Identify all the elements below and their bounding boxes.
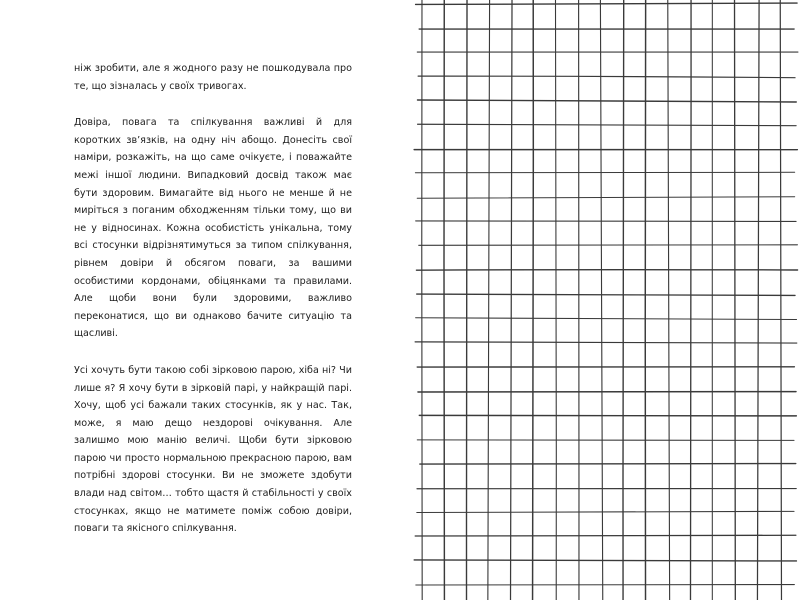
grid-vertical-line-6 xyxy=(555,0,556,600)
grid-horizontal-line-4 xyxy=(418,100,797,102)
grid-vertical-line-3 xyxy=(488,0,490,600)
right-page-grid xyxy=(410,0,800,600)
grid-horizontal-line-9 xyxy=(416,221,796,222)
hand-drawn-grid xyxy=(410,0,800,600)
grid-horizontal-line-19 xyxy=(420,464,796,465)
grid-horizontal-line-7 xyxy=(415,172,794,173)
grid-vertical-line-16 xyxy=(780,0,781,600)
grid-horizontal-line-5 xyxy=(418,124,797,125)
grid-vertical-line-12 xyxy=(690,0,691,600)
body-text xyxy=(74,60,352,557)
grid-horizontal-line-10 xyxy=(419,245,798,246)
grid-vertical-line-15 xyxy=(757,0,759,600)
grid-horizontal-line-23 xyxy=(414,560,796,561)
grid-vertical-line-8 xyxy=(600,0,602,600)
grid-horizontal-line-21 xyxy=(417,511,794,512)
grid-horizontal-line-3 xyxy=(418,76,795,78)
grid-vertical-line-5 xyxy=(533,0,534,600)
grid-horizontal-line-22 xyxy=(415,535,796,536)
grid-horizontal-line-0 xyxy=(416,3,797,4)
grid-horizontal-line-17 xyxy=(419,415,796,416)
grid-horizontal-line-13 xyxy=(416,318,797,320)
grid-vertical-line-14 xyxy=(735,0,736,600)
grid-horizontal-line-20 xyxy=(417,488,796,489)
paragraph-2: Довіра, повага та спілкування важливі й для коротких зв’язків, на одну ніч абощо. Донесіть свої наміри, розкажіть, на що саме очікуєте, і поважайте межі іншої людини. Випадковий досвід також має бути здоровим. Вимагайте від нього не менше й не миріться з поганим обходженням тільки тому, що ви не у відносинах. Кожна особистість унікальна, тому всі стосунки відрізнятимуться за типом спілкування, рівнем довіри й обсягом поваги, за вашими особистими кордонами, обіцянками та правилами. Але щоби вони були здоровими, важливо переконатися, що ви однаково бачите ситуацію та щасливі. xyxy=(74,117,352,340)
grid-vertical-line-4 xyxy=(511,0,513,600)
grid-vertical-line-9 xyxy=(623,0,624,600)
grid-horizontal-line-8 xyxy=(417,197,794,199)
grid-horizontal-line-12 xyxy=(417,294,795,295)
grid-horizontal-line-11 xyxy=(416,270,797,271)
grid-horizontal-line-24 xyxy=(416,585,795,586)
grid-vertical-line-11 xyxy=(668,0,670,600)
grid-horizontal-line-18 xyxy=(417,440,794,441)
paragraph-3: Усі хочуть бути такою собі зірковою парою, хіба ні? Чи лише я? Я хочу бути в зірковій парі, у найкращій парі. Хочу, щоб усі бажали таких стосунків, як у нас. Так, може, я маю дещо нездорові очікування. Але залишмо мою манію величі. Щоби бути зірковою парою чи просто нормальною прекрасною парою, вам потрібні здорові стосунки. Ви не зможете здобути влади над світом… тобто щастя й стабільності у своїх стосунках, якщо не матимете поміж собою довіри, поваги та якісного спілкування. xyxy=(74,364,352,535)
paragraph-1: ніж зробити, але я жодного разу не пошкодувала про те, що зізналась у своїх тривогах. xyxy=(74,63,352,92)
grid-horizontal-line-14 xyxy=(415,342,797,343)
grid-vertical-line-2 xyxy=(466,0,467,600)
